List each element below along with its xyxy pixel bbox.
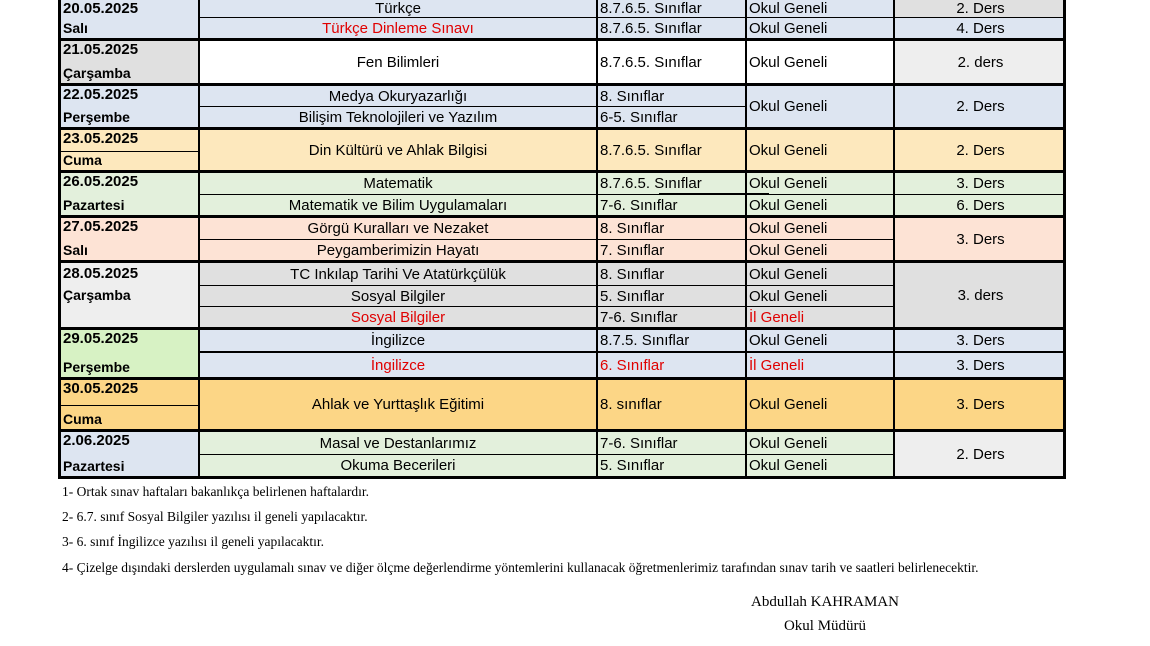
grade-cell: 6. Sınıflar [596,351,745,377]
notes-section [62,482,1022,585]
exam-date: 21.05.2025 [63,41,139,58]
scope-cell: Okul Geneli [745,285,893,306]
exam-schedule-table [58,0,1066,479]
schedule-block [61,0,1063,41]
date-cell [61,173,198,215]
course-cell: Medya Okuryazarlığı [198,86,596,106]
lesson-cell: 6. Ders [893,194,1063,215]
lesson-cell: 2. Ders [893,86,1063,127]
exam-day: Cuma [63,411,102,427]
lesson-cell: 3. Ders [893,380,1063,429]
course-cell: Türkçe [198,0,596,17]
schedule-block [61,130,1063,173]
grade-cell: 8. Sınıflar [596,263,745,285]
exam-day: Cuma [63,152,102,168]
lesson-cell: 2. Ders [893,432,1063,476]
course-cell: İngilizce [198,351,596,377]
course-cell: İngilizce [198,330,596,351]
schedule-block [61,218,1063,263]
date-cell [61,218,198,260]
scope-cell: Okul Geneli [745,263,893,285]
grade-cell: 8.7.5. Sınıflar [596,330,745,351]
exam-day: Perşembe [63,359,130,375]
date-cell [61,432,198,476]
date-cell [61,263,198,327]
grade-cell: 8.7.6.5. Sınıflar [596,0,745,17]
exam-date: 28.05.2025 [63,265,139,282]
scope-cell: Okul Geneli [745,194,893,215]
date-cell [61,86,198,127]
exam-day: Çarşamba [63,287,131,303]
course-cell: Sosyal Bilgiler [198,285,596,306]
exam-day: Perşembe [63,109,130,125]
scope-cell: Okul Geneli [745,454,893,476]
exam-date: 2.06.2025 [63,432,130,449]
scope-cell: Okul Geneli [745,218,893,239]
exam-day: Salı [63,20,88,36]
grade-cell: 7. Sınıflar [596,239,745,260]
scope-cell: İl Geneli [745,306,893,327]
grade-cell: 8.7.6.5. Sınıflar [596,130,745,170]
grade-divider-line [659,193,769,195]
exam-day: Çarşamba [63,65,131,81]
grade-cell: 8.7.6.5. Sınıflar [596,41,745,83]
lesson-cell: 3. Ders [893,351,1063,377]
lesson-cell: 3. Ders [893,330,1063,351]
scope-cell: Okul Geneli [745,173,893,194]
signature-name: Abdullah KAHRAMAN [751,594,899,610]
grade-cell: 8.7.6.5. Sınıflar [596,17,745,38]
scope-cell: Okul Geneli [745,330,893,351]
schedule-block [61,263,1063,330]
note-item: 3- 6. sınıf İngilizce yazılısı il geneli yapılacaktır. [62,534,325,549]
course-cell: Matematik [198,173,596,194]
schedule-block [61,86,1063,130]
course-cell: Türkçe Dinleme Sınavı [198,17,596,38]
schedule-block [61,173,1063,218]
course-cell: Ahlak ve Yurttaşlık Eğitimi [198,380,596,429]
course-cell: Matematik ve Bilim Uygulamaları [198,194,596,215]
grade-cell: 8. sınıflar [596,380,745,429]
scope-cell: Okul Geneli [745,130,893,170]
date-cell [61,0,198,38]
course-cell: Okuma Becerileri [198,454,596,476]
exam-day: Salı [63,242,88,258]
exam-day: Pazartesi [63,458,125,474]
lesson-cell: 2. ders [893,41,1063,83]
note-item: 2- 6.7. sınıf Sosyal Bilgiler yazılısı il geneli yapılacaktır. [62,509,368,524]
note-item: 1- Ortak sınav haftaları bakanlıkça belirlenen haftalardır. [62,484,369,499]
schedule-block [61,380,1063,432]
grade-cell: 8. Sınıflar [596,86,745,106]
course-cell: Masal ve Destanlarımız [198,432,596,454]
lesson-cell: 2. Ders [893,130,1063,170]
course-cell: Din Kültürü ve Ahlak Bilgisi [198,130,596,170]
scope-cell: Okul Geneli [745,86,893,127]
scope-cell: İl Geneli [745,351,893,377]
lesson-cell: 2. Ders [893,0,1063,17]
course-cell: Sosyal Bilgiler [198,306,596,327]
exam-date: 20.05.2025 [63,0,139,17]
scope-cell: Okul Geneli [745,41,893,83]
exam-day: Pazartesi [63,197,125,213]
exam-date: 26.05.2025 [63,173,139,190]
grade-cell: 7-6. Sınıflar [596,432,745,454]
signature-block [700,590,950,638]
course-cell: Fen Bilimleri [198,41,596,83]
grade-cell: 7-6. Sınıflar [596,194,745,215]
course-cell: TC Inkılap Tarihi Ve Atatürkçülük [198,263,596,285]
course-cell: Bilişim Teknolojileri ve Yazılım [198,106,596,127]
grade-cell: 5. Sınıflar [596,454,745,476]
exam-date: 27.05.2025 [63,218,139,235]
scope-cell: Okul Geneli [745,17,893,38]
date-cell [61,330,198,377]
schedule-block [61,41,1063,86]
lesson-cell: 3. Ders [893,218,1063,260]
grade-cell: 6-5. Sınıflar [596,106,745,127]
schedule-block [61,432,1063,479]
scope-cell: Okul Geneli [745,380,893,429]
lesson-cell: 4. Ders [893,17,1063,38]
exam-date: 22.05.2025 [63,86,139,103]
date-underline [61,405,198,406]
scope-cell: Okul Geneli [745,239,893,260]
lesson-cell: 3. ders [893,263,1063,327]
exam-date: 30.05.2025 [63,380,139,397]
grade-cell: 7-6. Sınıflar [596,306,745,327]
grade-cell: 8.7.6.5. Sınıflar [596,173,745,194]
date-cell [61,41,198,83]
lesson-cell: 3. Ders [893,173,1063,194]
grade-cell: 5. Sınıflar [596,285,745,306]
date-underline [61,151,198,152]
exam-date: 23.05.2025 [63,130,139,147]
exam-date: 29.05.2025 [63,330,139,347]
course-cell: Görgü Kuralları ve Nezaket [198,218,596,239]
grade-cell: 8. Sınıflar [596,218,745,239]
scope-cell: Okul Geneli [745,432,893,454]
date-cell [61,130,198,170]
signature-title: Okul Müdürü [783,618,867,634]
scope-cell: Okul Geneli [745,0,893,17]
schedule-block [61,330,1063,380]
course-cell: Peygamberimizin Hayatı [198,239,596,260]
note-item: 4- Çizelge dışındaki derslerden uygulamalı sınav ve diğer ölçme değerlendirme yöntemlerini kullanacak öğretmenlerimiz tarafından sınav tarih ve saatleri belirlenecektir. [62,560,979,575]
